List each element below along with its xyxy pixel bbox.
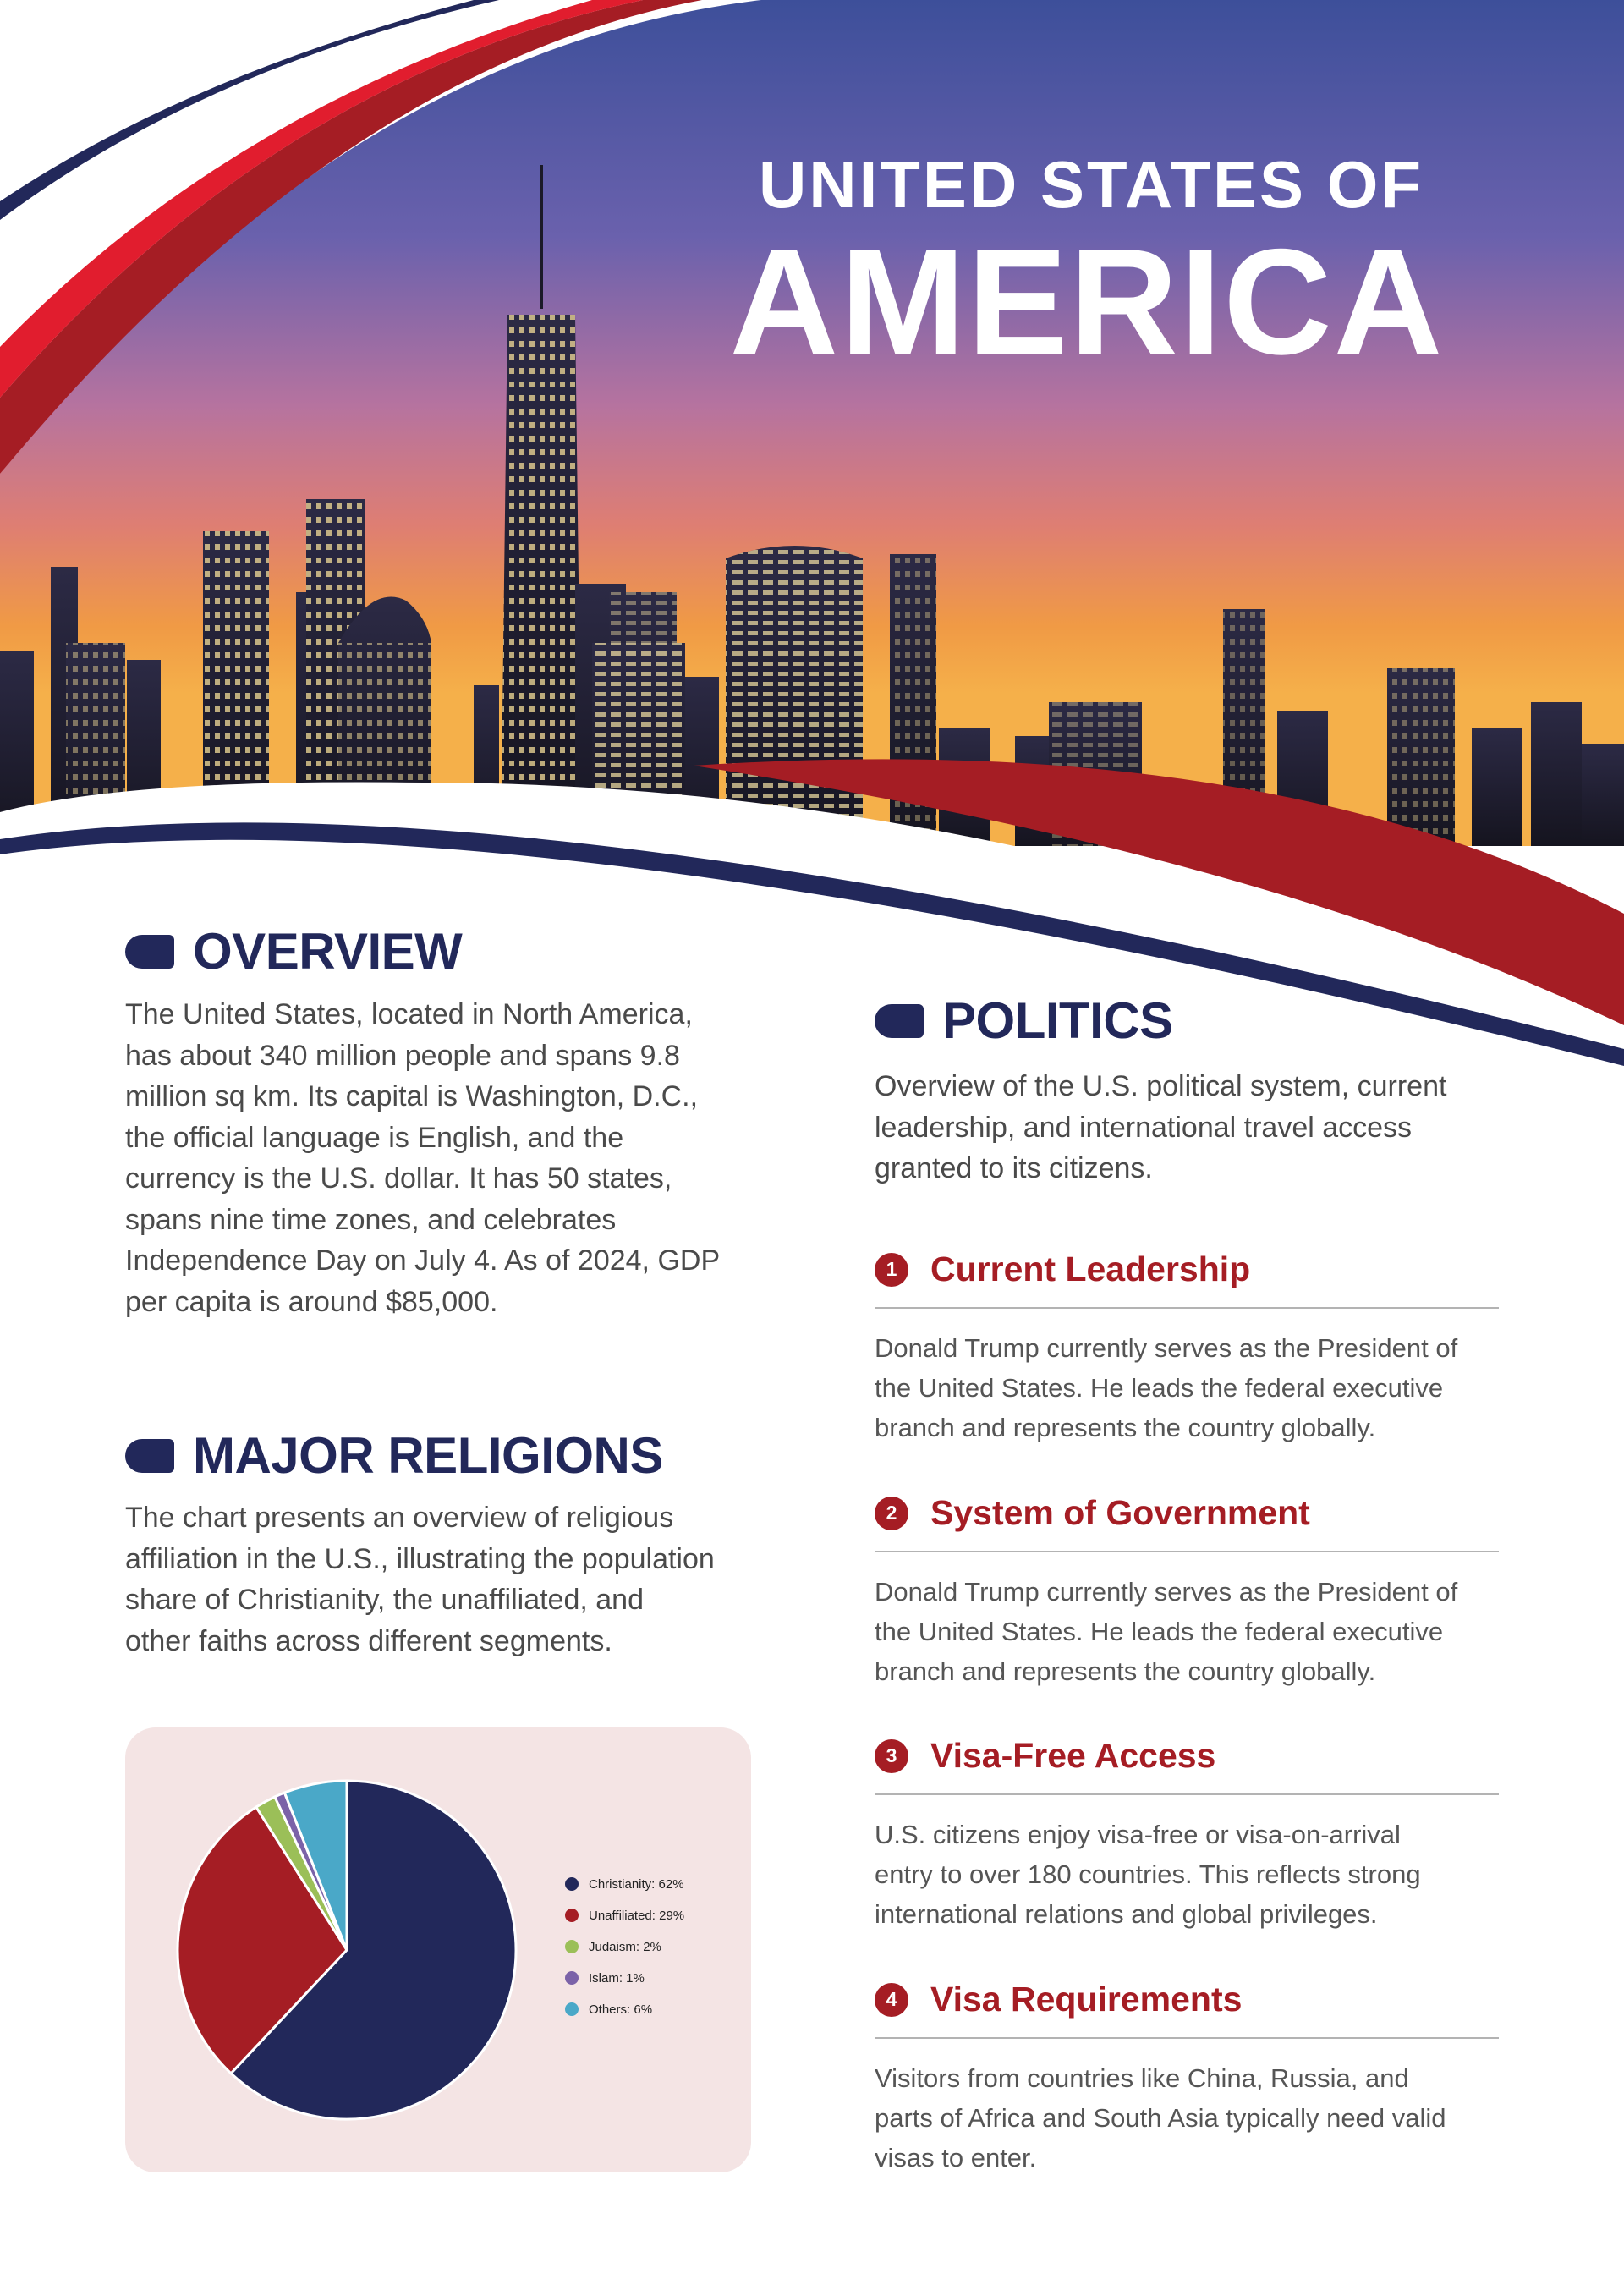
- item-title: System of Government: [930, 1493, 1310, 1532]
- religions-text: [125, 1497, 785, 1662]
- text-line: U.S. citizens enjoy visa-free or visa-on-arrival: [875, 1820, 1401, 1849]
- overview-text: [125, 994, 785, 1322]
- legend-label: Islam: 1%: [589, 1971, 645, 1986]
- legend-swatch: [565, 2002, 579, 2016]
- politics-item-1-text: [875, 1328, 1551, 1447]
- text-line: granted to its citizens.: [875, 1152, 1153, 1184]
- legend-swatch: [565, 1940, 579, 1953]
- text-line: Overview of the U.S. political system, current: [875, 1070, 1447, 1102]
- divider: [875, 1793, 1499, 1795]
- politics-item-2-text: [875, 1572, 1551, 1691]
- item-number-badge: 3: [875, 1739, 908, 1773]
- legend-swatch: [565, 1877, 579, 1891]
- religions-heading: MAJOR RELIGIONS: [193, 1427, 663, 1484]
- title-line-2: AMERICA: [729, 217, 1445, 386]
- item-number-badge: 2: [875, 1497, 908, 1530]
- legend-swatch: [565, 1909, 579, 1922]
- text-line: share of Christianity, the unaffiliated, and: [125, 1584, 644, 1616]
- text-line: the official language is English, and the: [125, 1121, 624, 1154]
- politics-item-4-header: [875, 1980, 1242, 2019]
- heading-marker: [125, 1439, 174, 1473]
- text-line: leadership, and international travel access: [875, 1111, 1413, 1144]
- overview-header: [125, 922, 462, 980]
- text-line: the United States. He leads the federal executive: [875, 1373, 1444, 1403]
- text-line: million sq km. Its capital is Washington, D.C.,: [125, 1080, 699, 1112]
- politics-item-3-text: [875, 1815, 1551, 1934]
- text-line: the United States. He leads the federal executive: [875, 1617, 1444, 1646]
- politics-intro: [875, 1066, 1551, 1189]
- religions-header: [125, 1426, 663, 1485]
- text-line: per capita is around $85,000.: [125, 1285, 498, 1318]
- title-line-1: UNITED STATES OF: [758, 147, 1424, 222]
- item-number-badge: 1: [875, 1253, 908, 1287]
- text-line: spans nine time zones, and celebrates: [125, 1203, 617, 1236]
- item-title: Visa-Free Access: [930, 1736, 1216, 1775]
- overview-heading: OVERVIEW: [193, 923, 463, 980]
- heading-marker: [125, 935, 174, 969]
- text-line: The United States, located in North America,: [125, 998, 693, 1030]
- politics-item-2-header: [875, 1493, 1310, 1533]
- politics-heading: POLITICS: [942, 992, 1173, 1049]
- divider: [875, 1551, 1499, 1552]
- text-line: has about 340 million people and spans 9.8: [125, 1039, 680, 1072]
- text-line: Visitors from countries like China, Russia, and: [875, 2063, 1409, 2093]
- legend-label: Unaffiliated: 29%: [589, 1909, 685, 1923]
- politics-header: [875, 991, 1173, 1050]
- divider: [875, 2037, 1499, 2039]
- legend-label: Judaism: 2%: [589, 1940, 661, 1954]
- text-line: Independence Day on July 4. As of 2024, GDP: [125, 1244, 721, 1277]
- text-line: Donald Trump currently serves as the President of: [875, 1333, 1458, 1363]
- legend-swatch: [565, 1971, 579, 1985]
- item-title: Current Leadership: [930, 1250, 1251, 1288]
- politics-item-4-text: [875, 2058, 1551, 2178]
- text-line: branch and represents the country globally.: [875, 1656, 1376, 1686]
- hero-banner: [0, 0, 1624, 1066]
- heading-marker: [875, 1004, 924, 1038]
- politics-item-1-header: [875, 1250, 1250, 1289]
- religion-chart-card: [125, 1727, 751, 2172]
- text-line: international relations and global privileges.: [875, 1899, 1378, 1929]
- legend-label: Christianity: 62%: [589, 1877, 684, 1892]
- politics-item-3-header: [875, 1736, 1215, 1776]
- text-line: affiliation in the U.S., illustrating the population: [125, 1542, 715, 1575]
- text-line: parts of Africa and South Asia typically need valid: [875, 2103, 1446, 2133]
- text-line: other faiths across different segments.: [125, 1624, 612, 1657]
- item-title: Visa Requirements: [930, 1980, 1243, 2019]
- text-line: Donald Trump currently serves as the President of: [875, 1577, 1458, 1607]
- text-line: currency is the U.S. dollar. It has 50 states,: [125, 1162, 672, 1195]
- religion-pie-chart: [125, 1727, 751, 2172]
- text-line: visas to enter.: [875, 2143, 1037, 2172]
- text-line: The chart presents an overview of religious: [125, 1502, 674, 1534]
- divider: [875, 1307, 1499, 1309]
- text-line: entry to over 180 countries. This reflects strong: [875, 1859, 1421, 1889]
- legend-label: Others: 6%: [589, 2002, 653, 2017]
- item-number-badge: 4: [875, 1983, 908, 2017]
- text-line: branch and represents the country globally.: [875, 1413, 1376, 1442]
